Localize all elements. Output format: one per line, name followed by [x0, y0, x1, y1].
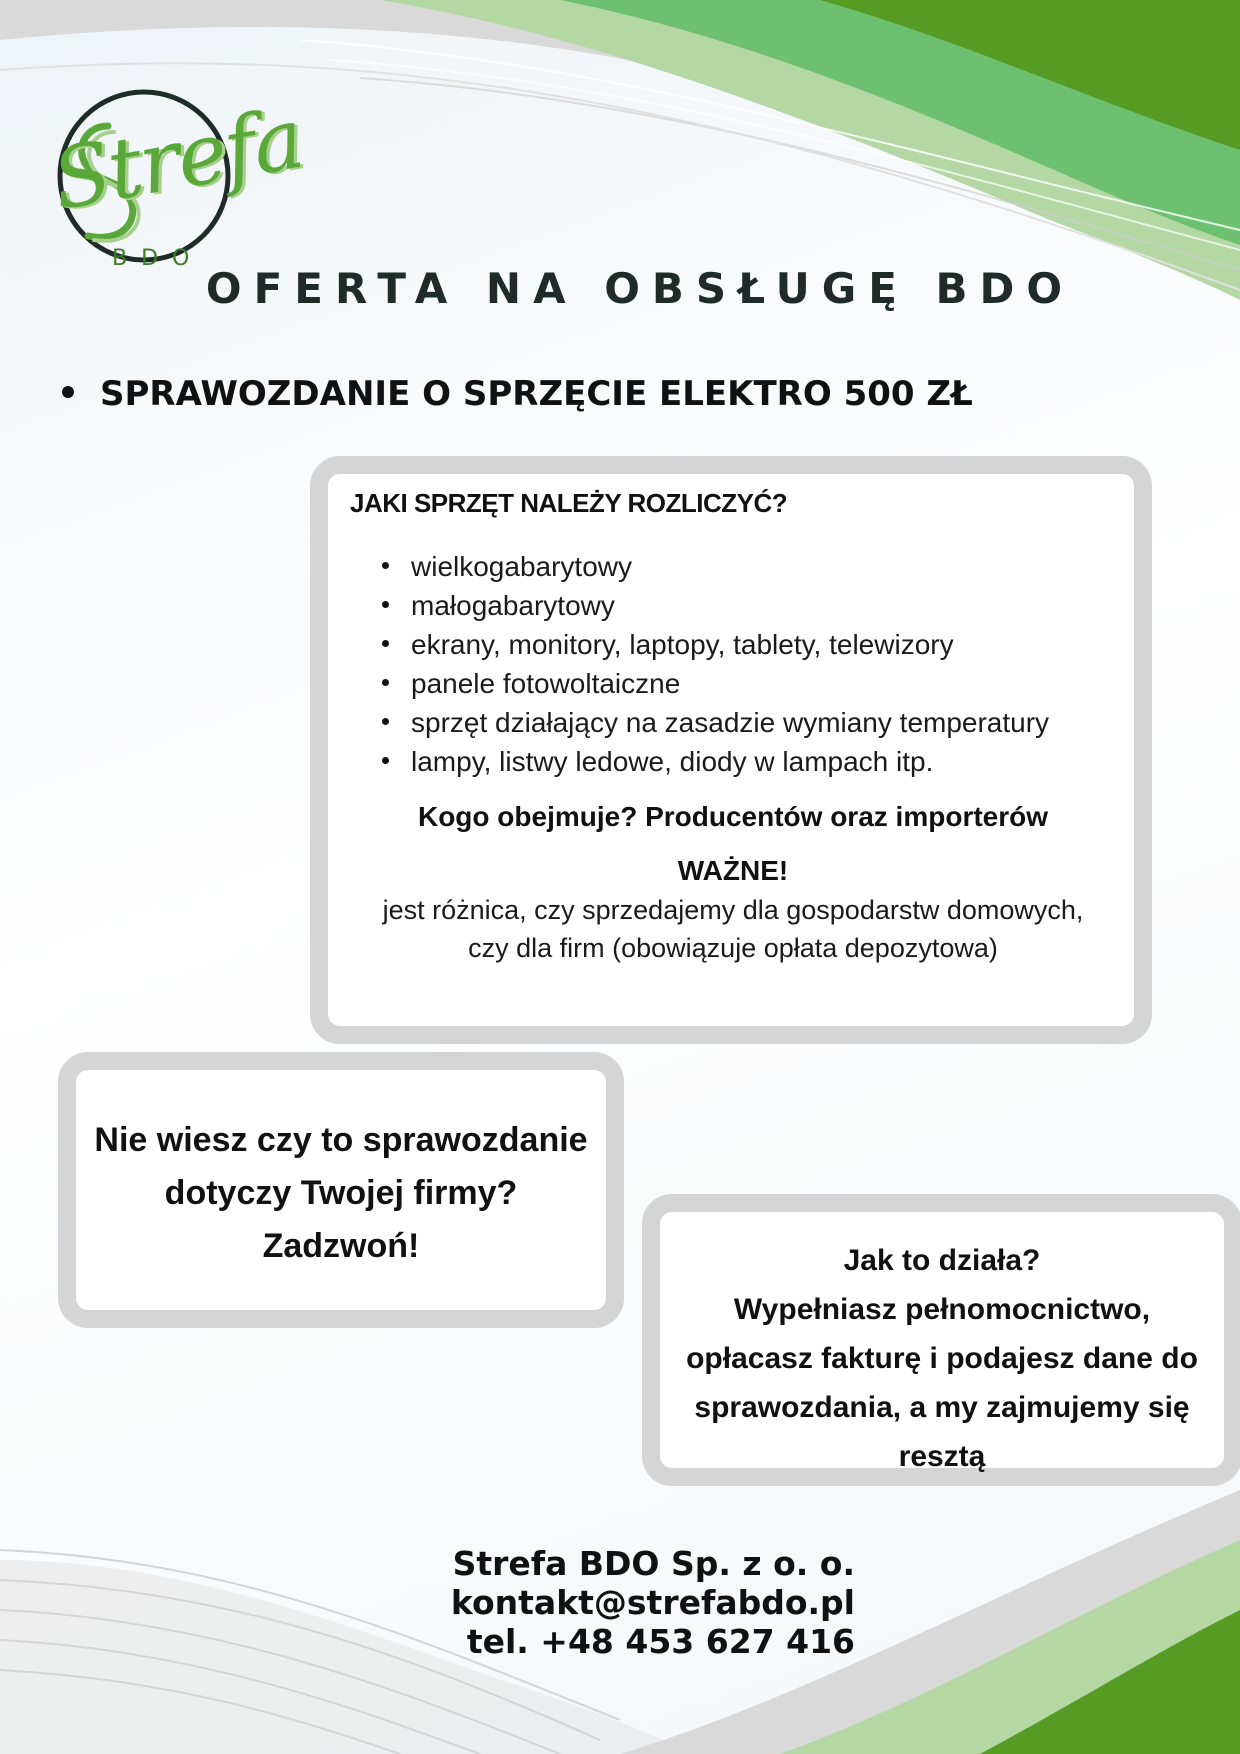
help-line2: dotyczy Twojej firmy? [164, 1174, 518, 1212]
important-note-line2: czy dla firm (obowiązuje opłata depozytowa) [468, 933, 998, 963]
footer-contact [0, 1544, 855, 1661]
help-card [58, 1052, 624, 1328]
bullet-icon [382, 757, 389, 764]
important-note-line1: jest różnica, czy sprzedajemy dla gospodarstw domowych, [382, 895, 1084, 925]
help-line3: Zadzwoń! [262, 1227, 420, 1265]
bullet-icon [382, 562, 389, 569]
how-line1: Jak to działa? [843, 1244, 1041, 1277]
list-item: wielkogabarytowy [382, 547, 1116, 586]
company-name: Strefa BDO Sp. z o. o. [452, 1544, 855, 1583]
equipment-card [310, 456, 1152, 1044]
logo-wordmark: Strefa [45, 89, 309, 229]
how-it-works-card [642, 1194, 1240, 1486]
bullet-icon [382, 679, 389, 686]
bullet-icon [382, 640, 389, 647]
bullet-icon [382, 718, 389, 725]
contact-email[interactable]: kontakt@strefabdo.pl [450, 1583, 855, 1622]
list-item: sprzęt działający na zasadzie wymiany temperatury [382, 703, 1116, 742]
list-item: ekrany, monitory, laptopy, tablety, telewizory [382, 625, 1116, 664]
important-label: WAŻNE! [677, 855, 789, 886]
equipment-list [350, 547, 1116, 781]
how-it-works-text [660, 1236, 1224, 1481]
how-line4: sprawozdania, a my zajmujemy się [694, 1391, 1190, 1424]
bullet-icon [62, 386, 74, 398]
bullet-icon [382, 601, 389, 608]
who-covered-text: Kogo obejmuje? Producentów oraz importerów [417, 801, 1049, 832]
page-title: OFERTA NA OBSŁUGĘ BDO [205, 264, 1075, 313]
list-item: lampy, listwy ledowe, diody w lampach itp. [382, 742, 1116, 781]
offer-headline-text: SPRAWOZDANIE O SPRZĘCIE ELEKTRO 500 ZŁ [100, 374, 973, 414]
how-line5: resztą [898, 1440, 986, 1473]
important-note [350, 891, 1116, 967]
list-item: małogabarytowy [382, 586, 1116, 625]
equipment-heading: JAKI SPRZĘT NALEŻY ROZLICZYĆ? [350, 488, 788, 518]
help-line1: Nie wiesz czy to sprawozdanie [94, 1121, 588, 1159]
how-line2: Wypełniasz pełnomocnictwo, [733, 1293, 1151, 1326]
offer-headline [62, 374, 973, 414]
logo-subtitle: BDO [112, 246, 204, 271]
help-text [76, 1114, 606, 1273]
how-line3: opłacasz fakturę i podajesz dane do [686, 1342, 1198, 1375]
list-item: panele fotowoltaiczne [382, 664, 1116, 703]
contact-phone[interactable]: tel. +48 453 627 416 [466, 1622, 855, 1661]
